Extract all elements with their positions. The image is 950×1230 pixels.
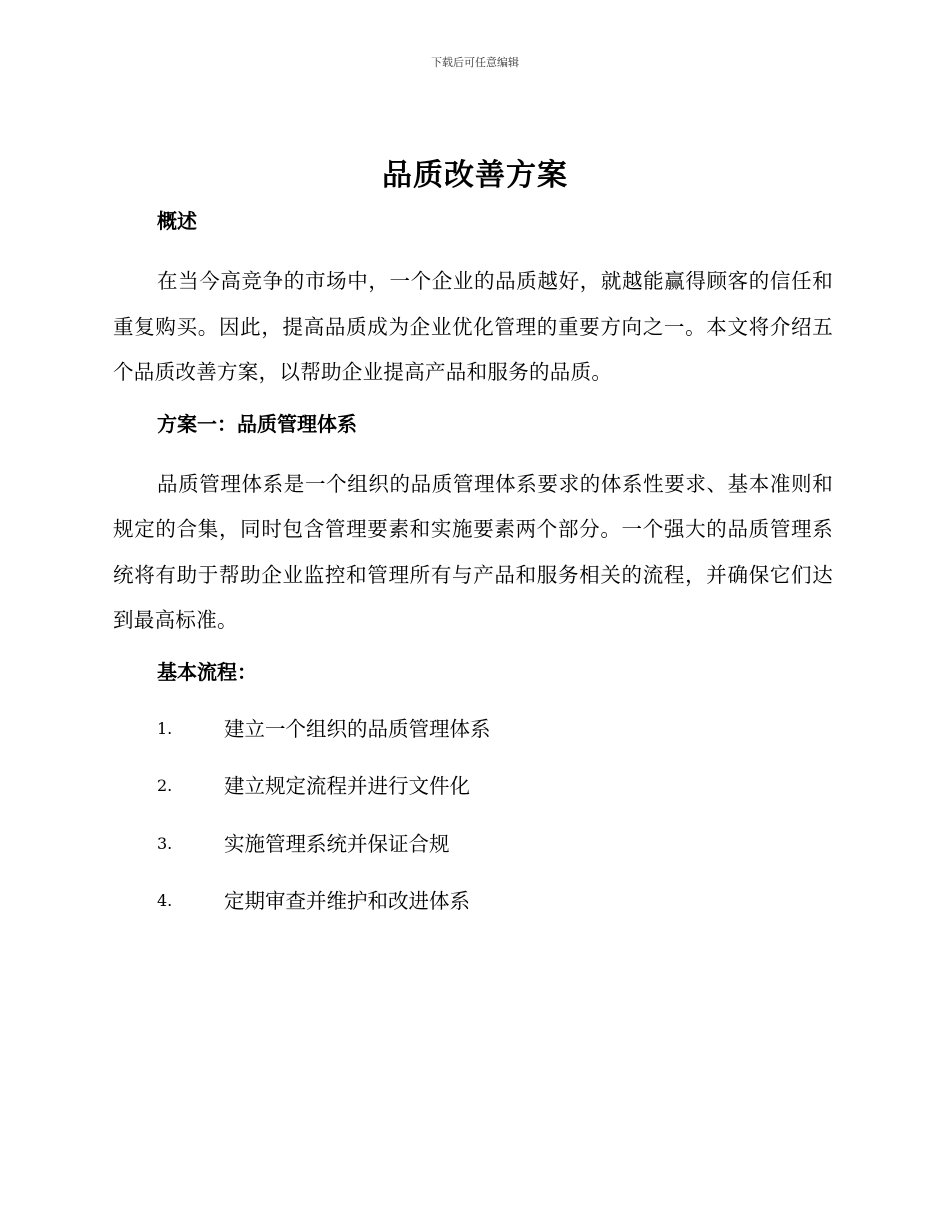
header-note: 下载后可任意编辑 [431,56,519,69]
process-list [113,713,833,943]
list-item-number: 3. [157,833,173,853]
list-item-text: 建立一个组织的品质管理体系 [224,716,491,741]
list-item [113,713,833,771]
list-item-text: 建立规定流程并进行文件化 [224,774,470,798]
list-item-number: 1. [157,718,173,738]
list-item-text: 实施管理系统并保证合规 [224,831,450,856]
list-item-number: 2. [157,776,173,795]
plan1-paragraph: 品质管理体系是一个组织的品质管理体系要求的体系性要求、基本准则和规定的合集，同时包含管理要素和实施要素两个部分。一个强大的品质管理系统将有助于帮助企业监控和管理所有与产品和服务相关的流程，并确保它们达到最高标准。 [113,471,833,632]
overview-heading: 概述 [157,209,197,233]
list-item-number: 4. [157,891,173,910]
list-item [113,885,833,943]
list-item [113,828,833,886]
document-title: 品质改善方案 [382,158,568,193]
document-body [113,205,833,943]
overview-paragraph: 在当今高竞争的市场中，一个企业的品质越好，就越能赢得顾客的信任和重复购买。因此，提高品质成为企业优化管理的重要方向之一。本文将介绍五个品质改善方案，以帮助企业提高产品和服务的品质。 [113,269,833,384]
plan1-heading: 方案一：品质管理体系 [157,411,357,436]
process-heading: 基本流程： [157,659,257,684]
list-item-text: 定期审查并维护和改进体系 [224,889,470,913]
list-item [113,770,833,828]
